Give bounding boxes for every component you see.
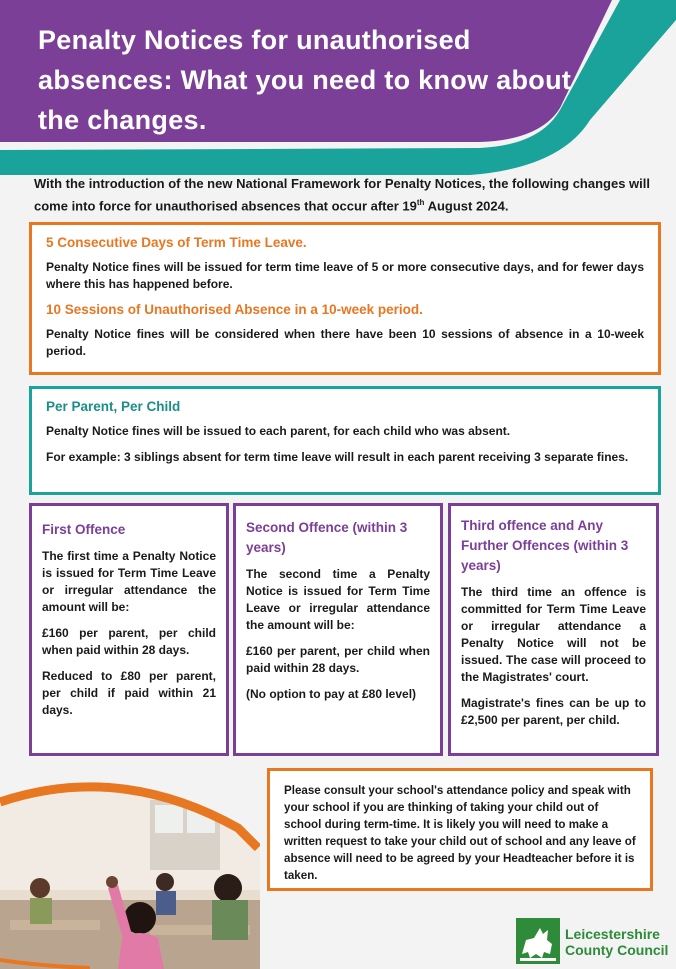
third-offence-box bbox=[448, 503, 659, 756]
fox-logo-icon bbox=[516, 918, 560, 964]
intro-text-end: August 2024. bbox=[424, 198, 509, 214]
classroom-photo bbox=[0, 770, 260, 969]
council-name-line1: Leicestershire bbox=[565, 926, 660, 942]
third-offence-fines: Magistrate's fines can be up to £2,500 per parent, per child. bbox=[461, 696, 646, 727]
intro-superscript: th bbox=[416, 198, 425, 207]
changes-box bbox=[29, 222, 661, 375]
consecutive-days-text: Penalty Notice fines will be issued for term time leave of 5 or more consecutive days, and for fewer days where this has happened before. bbox=[46, 260, 644, 291]
sessions-text: Penalty Notice fines will be considered when there have been 10 sessions of absence in a 10-week period. bbox=[46, 327, 644, 358]
council-logo bbox=[516, 916, 676, 966]
consult-box bbox=[267, 768, 653, 891]
first-offence-amount: £160 per parent, per child when paid within 28 days. bbox=[42, 626, 216, 657]
per-parent-text: Penalty Notice fines will be issued to each parent, for each child who was absent. bbox=[46, 424, 511, 438]
per-parent-heading: Per Parent, Per Child bbox=[46, 399, 181, 414]
consult-text: Please consult your school's attendance policy and speak with your school if you are thinking of taking your child out of school during term-time. It is likely you will need to make a written request to take your child out of school and any leave of absence will need to be agreed by your Headteacher before it is taken. bbox=[284, 784, 636, 882]
first-offence-box bbox=[29, 503, 229, 756]
council-name bbox=[565, 926, 668, 958]
per-parent-box bbox=[29, 386, 661, 495]
second-offence-box bbox=[233, 503, 443, 756]
second-offence-heading: Second Offence (within 3 years) bbox=[246, 520, 408, 555]
third-offence-text: The third time an offence is committed for Term Time Leave or irregular attendance a Penalty Notice will not be issued. The case will proceed to the Magistrates' court. bbox=[461, 585, 646, 684]
first-offence-reduced: Reduced to £80 per parent, per child if paid within 21 days. bbox=[42, 669, 216, 717]
intro-text: With the introduction of the new National Framework for Penalty Notices, the following changes will come into force for unauthorised absences that occur after 19 bbox=[34, 176, 650, 214]
intro-paragraph bbox=[34, 174, 650, 215]
first-offence-heading: First Offence bbox=[42, 522, 126, 537]
page-title: Penalty Notices for unauthorised absences: What you need to know about the changes. bbox=[38, 25, 572, 135]
second-offence-note: (No option to pay at £80 level) bbox=[246, 687, 417, 701]
second-offence-text: The second time a Penalty Notice is issued for Term Time Leave or irregular attendance the amount will be: bbox=[246, 567, 430, 632]
per-parent-example: For example: 3 siblings absent for term time leave will result in each parent receiving 3 separate fines. bbox=[46, 450, 629, 464]
first-offence-text: The first time a Penalty Notice is issued for Term Time Leave or irregular attendance the amount will be: bbox=[42, 549, 216, 614]
consecutive-days-heading: 5 Consecutive Days of Term Time Leave. bbox=[46, 235, 307, 250]
sessions-heading: 10 Sessions of Unauthorised Absence in a 10-week period. bbox=[46, 302, 423, 317]
council-name-line2: County Council bbox=[565, 942, 669, 958]
second-offence-amount: £160 per parent, per child when paid within 28 days. bbox=[246, 644, 430, 675]
third-offence-heading: Third offence and Any Further Offences (within 3 years) bbox=[461, 518, 629, 573]
